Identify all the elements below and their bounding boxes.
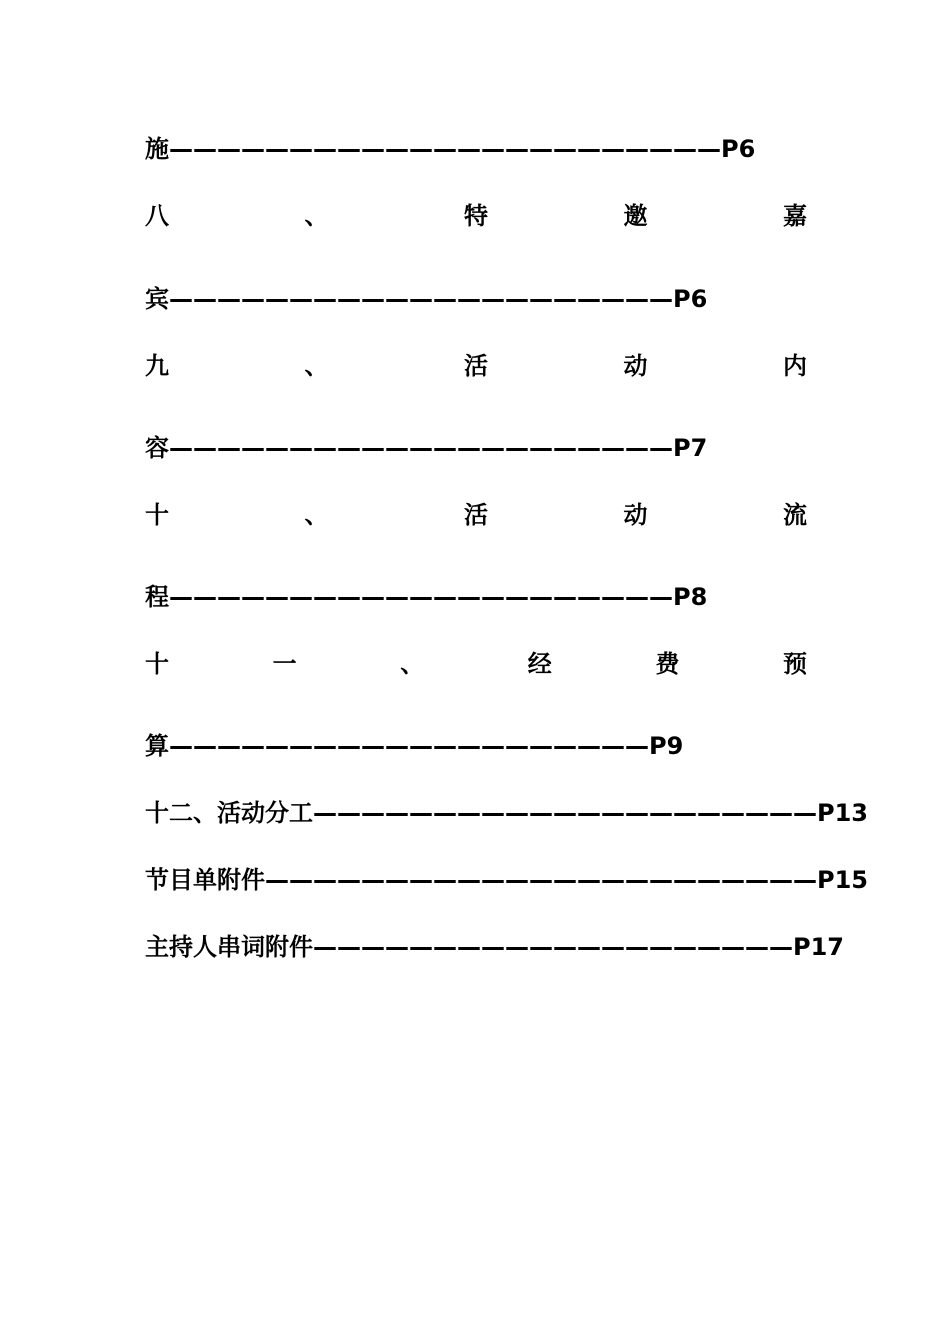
toc-entry-heading-10[interactable]: [145, 500, 807, 530]
toc-entry-text: 施———————————————————————P6: [145, 135, 756, 163]
toc-entry-text: 算————————————————————P9: [145, 732, 684, 760]
toc-char: 、: [304, 202, 329, 230]
toc-entry-text: 节目单附件———————————————————————P15: [145, 866, 868, 894]
toc-entry-program-appendix[interactable]: [145, 865, 868, 895]
toc-char: 八: [145, 202, 169, 230]
toc-char: 、: [304, 501, 329, 529]
toc-char: 十: [145, 501, 169, 529]
toc-entry-heading-11[interactable]: [145, 649, 807, 679]
toc-entry-text: 十二、活动分工—————————————————————P13: [145, 799, 868, 827]
toc-entry-text: 容—————————————————————P7: [145, 434, 708, 462]
toc-entry-heading-9[interactable]: [145, 351, 807, 381]
toc-char: 活: [464, 501, 488, 529]
toc-char: 动: [623, 501, 648, 529]
toc-entry-text: 程—————————————————————P8: [145, 583, 708, 611]
toc-char: 十: [145, 650, 169, 678]
toc-char: 、: [304, 352, 329, 380]
toc-entry-heading-8[interactable]: [145, 201, 807, 231]
toc-char: 九: [145, 352, 169, 380]
toc-char: 动: [623, 352, 648, 380]
toc-entry-continued-shi[interactable]: [145, 134, 755, 164]
toc-char: 特: [464, 202, 488, 230]
toc-char: 内: [783, 352, 807, 380]
toc-entry-continued-suan[interactable]: [145, 731, 683, 761]
toc-entry-host-script-appendix[interactable]: [145, 932, 844, 962]
toc-char: 嘉: [783, 202, 807, 230]
toc-entry-continued-cheng[interactable]: [145, 582, 707, 612]
toc-char: 活: [464, 352, 488, 380]
toc-char: 、: [400, 650, 425, 678]
toc-char: 预: [782, 650, 807, 678]
toc-char: 邀: [623, 202, 648, 230]
toc-char: 费: [655, 650, 680, 678]
toc-entry-continued-bin[interactable]: [145, 284, 707, 314]
toc-char: 流: [783, 501, 807, 529]
toc-entry-text: 主持人串词附件————————————————————P17: [145, 933, 844, 961]
toc-char: 经: [527, 650, 552, 678]
toc-entry-text: 宾—————————————————————P6: [145, 285, 708, 313]
toc-char: 一: [272, 650, 297, 678]
toc-entry-continued-rong[interactable]: [145, 433, 707, 463]
toc-entry-heading-12[interactable]: [145, 798, 868, 828]
